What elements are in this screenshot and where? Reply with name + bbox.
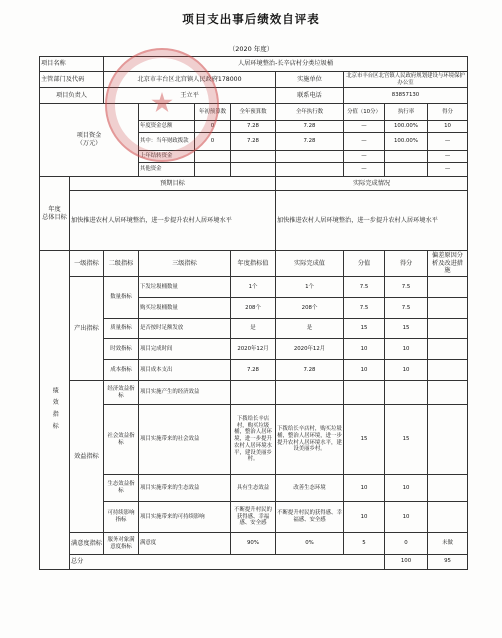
funds-cell: — <box>428 163 468 177</box>
funds-cell: 100.00% <box>385 121 428 133</box>
indicator-score: 7.5 <box>344 277 385 298</box>
total-got: 95 <box>428 555 468 570</box>
indicator-name: 购买垃圾桶数量 <box>139 298 231 319</box>
total-label: 总分 <box>70 555 385 570</box>
annual-goal-label: 年度 总体目标 <box>40 177 70 251</box>
indicator-got: 15 <box>385 319 428 339</box>
phone-value: 83857130 <box>344 88 468 104</box>
phone-label: 联系电话 <box>276 88 344 104</box>
level1-benefit: 效益指标 <box>70 381 104 533</box>
indicator-name: 是否按时足额发放 <box>139 319 231 339</box>
funds-cell: — <box>344 121 385 133</box>
funds-cell: — <box>344 151 385 163</box>
indicator-score: 10 <box>344 339 385 360</box>
indicator-name: 项目实施产生的经济效益 <box>139 381 231 405</box>
funds-cell: 7.28 <box>276 121 344 133</box>
indicator-score <box>344 381 385 405</box>
funds-cell: — <box>344 133 385 151</box>
indicator-actual: 7.28 <box>276 360 344 381</box>
funds-cell: 100.00% <box>385 133 428 151</box>
funds-cell <box>276 163 344 177</box>
indicator-actual: 1个 <box>276 277 344 298</box>
indicator-name: 下发垃圾桶数量 <box>139 277 231 298</box>
indicator-score: 15 <box>344 319 385 339</box>
indicator-actual: 是 <box>276 319 344 339</box>
level1-output: 产出指标 <box>70 277 104 381</box>
manager-label: 项目负责人 <box>40 88 104 104</box>
indicator-score: 5 <box>344 533 385 555</box>
level2-satisfaction: 服务对象满意度指标 <box>104 533 139 555</box>
funds-cell: 7.28 <box>231 121 276 133</box>
indicator-actual: 0% <box>276 533 344 555</box>
indicator-actual: 改善生态环境 <box>276 475 344 502</box>
funds-cell: — <box>344 163 385 177</box>
indicator-got: 10 <box>385 360 428 381</box>
funds-header: 年初预算数 <box>195 104 231 121</box>
indicator-target: 是 <box>231 319 276 339</box>
indicator-target: 208个 <box>231 298 276 319</box>
dept-value: 北京市丰台区北宫镇人民政府178000 <box>104 72 276 88</box>
level2-sustainable: 可持续影响指标 <box>104 502 139 533</box>
indicator-got: 0 <box>385 533 428 555</box>
funds-row-label: 其中：当年财政拨款 <box>139 133 195 151</box>
evaluation-table <box>39 56 468 570</box>
level2-quality: 质量指标 <box>104 319 139 339</box>
ind-header: 分值 <box>344 251 385 277</box>
ind-header: 偏差原因分析及改进措施 <box>428 251 468 277</box>
indicator-score: 10 <box>344 502 385 533</box>
indicator-note <box>428 502 468 533</box>
indicator-got: 7.5 <box>385 277 428 298</box>
funds-empty-header <box>139 104 195 121</box>
indicator-note <box>428 475 468 502</box>
funds-cell <box>385 163 428 177</box>
indicator-target: 2020年12月 <box>231 339 276 360</box>
level2-economic: 经济效益指标 <box>104 381 139 405</box>
indicator-name: 项目实施带来的社会效益 <box>139 405 231 475</box>
funds-cell <box>385 151 428 163</box>
funds-cell <box>231 151 276 163</box>
indicator-name: 项目实施带来的生态效益 <box>139 475 231 502</box>
indicator-actual: 208个 <box>276 298 344 319</box>
indicator-target: 1个 <box>231 277 276 298</box>
indicator-actual <box>276 381 344 405</box>
indicator-got <box>385 381 428 405</box>
ind-header: 得分 <box>385 251 428 277</box>
indicator-name: 项目实施带来的可持续影响 <box>139 502 231 533</box>
funds-cell <box>195 163 231 177</box>
indicator-note <box>428 319 468 339</box>
funds-header: 分值（10分） <box>344 104 385 121</box>
indicator-name: 项目完成时间 <box>139 339 231 360</box>
funds-cell: — <box>428 133 468 151</box>
ind-header: 年度指标值 <box>231 251 276 277</box>
goal-expected-header: 预期目标 <box>70 177 276 191</box>
indicator-actual: 下拨给长辛店村，购买垃圾桶，整治人居环境，进一步提升农村人居环境水平，建设美丽乡村。 <box>276 405 344 475</box>
ind-header: 实际完成值 <box>276 251 344 277</box>
indicator-got: 7.5 <box>385 298 428 319</box>
funds-header: 执行率 <box>385 104 428 121</box>
indicator-score: 10 <box>344 475 385 502</box>
level2-ecological: 生态效益指标 <box>104 475 139 502</box>
indicator-got: 10 <box>385 475 428 502</box>
project-name-label: 项目名称 <box>40 57 104 72</box>
funds-cell: — <box>428 151 468 163</box>
indicator-target: 不断提升村民的获得感、幸福感、安全感 <box>231 502 276 533</box>
indicator-score: 15 <box>344 405 385 475</box>
total-score: 100 <box>385 555 428 570</box>
funds-row-label: 上年结转资金 <box>139 151 195 163</box>
funds-cell: 10 <box>428 121 468 133</box>
indicator-note <box>428 339 468 360</box>
indicator-target <box>231 381 276 405</box>
indicator-score: 7.5 <box>344 298 385 319</box>
indicator-target: 7.28 <box>231 360 276 381</box>
indicator-got: 10 <box>385 339 428 360</box>
ind-header: 三级指标 <box>139 251 231 277</box>
project-name-value: 人居环境整治-长辛店村分类垃圾桶 <box>104 57 468 72</box>
funds-cell: 0 <box>195 133 231 151</box>
funds-label: 项目资金 （万元） <box>40 104 139 177</box>
goal-expected-text: 加快推进农村人居环境整治，进一步提升农村人居环境水平 <box>70 191 276 251</box>
indicator-note <box>428 298 468 319</box>
indicator-note: 未做 <box>428 533 468 555</box>
level2-cost: 成本指标 <box>104 360 139 381</box>
ind-header: 二级指标 <box>104 251 139 277</box>
ind-header: 一级指标 <box>70 251 104 277</box>
funds-cell <box>231 163 276 177</box>
level2-quantity: 数量指标 <box>104 277 139 319</box>
indicator-name: 满意度 <box>139 533 231 555</box>
perf-indicators-label: 绩 效 指 标 <box>40 251 70 570</box>
goal-actual-text: 加快推进农村人居环境整治，进一步提升农村人居环境水平 <box>276 191 468 251</box>
funds-cell <box>195 151 231 163</box>
indicator-note <box>428 405 468 475</box>
indicator-actual: 不断提升村民的获得感、幸福感、安全感 <box>276 502 344 533</box>
indicator-name: 项目成本支出 <box>139 360 231 381</box>
indicator-target: 具有生态效益 <box>231 475 276 502</box>
funds-cell <box>276 151 344 163</box>
indicator-target: 90% <box>231 533 276 555</box>
indicator-got: 15 <box>385 405 428 475</box>
funds-header: 全年预算数 <box>231 104 276 121</box>
report-title: 项目支出事后绩效自评表 <box>182 12 320 26</box>
level2-timeliness: 时效指标 <box>104 339 139 360</box>
indicator-note <box>428 360 468 381</box>
level2-social: 社会效益指标 <box>104 405 139 475</box>
indicator-note <box>428 277 468 298</box>
funds-cell: 7.28 <box>276 133 344 151</box>
goal-actual-header: 实际完成情况 <box>276 177 468 191</box>
funds-header: 全年执行数 <box>276 104 344 121</box>
manager-value: 王立平 <box>104 88 276 104</box>
indicator-score: 10 <box>344 360 385 381</box>
funds-cell: 0 <box>195 121 231 133</box>
indicator-actual: 2020年12月 <box>276 339 344 360</box>
funds-header: 得分 <box>428 104 468 121</box>
indicator-target: 下拨给长辛店村，购买垃圾桶，整治人居环境，进一步提升农村人居环境水平，建设美丽乡村。 <box>231 405 276 475</box>
impl-unit-label: 实施单位 <box>276 72 344 88</box>
indicator-got: 10 <box>385 502 428 533</box>
indicator-note <box>428 381 468 405</box>
funds-row-label: 年度资金总额 <box>139 121 195 133</box>
impl-unit-value: 北京市丰台区北宫镇人民政府规划建设与环境保护办公室 <box>344 72 468 88</box>
dept-label: 主管部门及代码 <box>40 72 104 88</box>
report-year: （2020 年度） <box>228 45 274 53</box>
funds-row-label: 其他资金 <box>139 163 195 177</box>
funds-cell: 7.28 <box>231 133 276 151</box>
level1-satisfaction: 满意度指标 <box>70 533 104 555</box>
